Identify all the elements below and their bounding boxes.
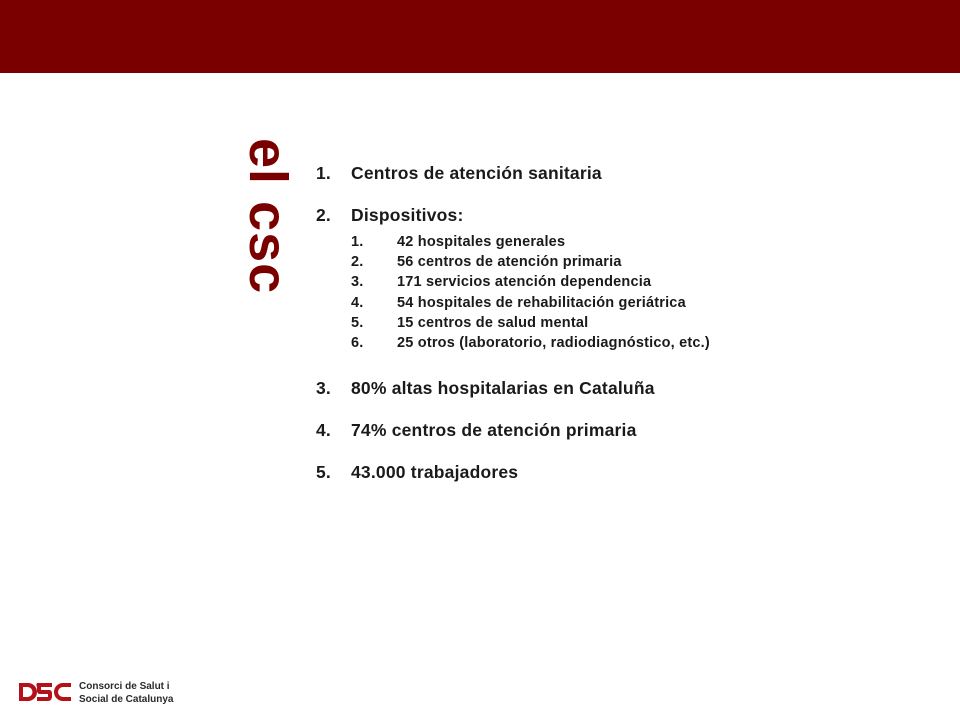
list-item-text: 43.000 trabajadores — [351, 462, 519, 483]
list-item-number: 1. — [316, 163, 331, 183]
sub-item-text: 15 centros de salud mental — [397, 314, 589, 331]
sub-item-text: 42 hospitales generales — [397, 234, 566, 250]
sub-list-item — [351, 272, 916, 292]
sub-item-number: 6. — [351, 335, 364, 352]
sub-list-item — [351, 293, 916, 313]
logo-text — [79, 680, 173, 706]
sub-item-number: 1. — [351, 234, 364, 250]
sub-item-text: 54 hospitales de rehabilitación geriátrica — [397, 294, 686, 311]
sub-list-item — [351, 333, 916, 353]
sub-list — [351, 232, 916, 353]
sub-item-number: 2. — [351, 254, 364, 271]
list-item-text: Dispositivos: — [351, 205, 464, 225]
sub-list-item — [351, 232, 916, 252]
vertical-title-text: el csc — [238, 138, 298, 295]
sub-list-item — [351, 313, 916, 333]
list-item-number: 2. — [316, 205, 331, 225]
list-item-number: 5. — [316, 462, 331, 483]
list-item — [316, 160, 916, 186]
list-item-text: 80% altas hospitalarias en Cataluña — [351, 378, 655, 399]
logo-text-line1: Consorci de Salut i — [79, 681, 170, 692]
sub-item-number: 5. — [351, 314, 364, 331]
list-item — [316, 375, 916, 401]
list-item-text: 74% centros de atención primaria — [351, 420, 637, 441]
list-item-text: Centros de atención sanitaria — [351, 163, 602, 183]
sub-list-item — [351, 252, 916, 272]
list-item — [316, 459, 916, 485]
sub-item-text: 25 otros (laboratorio, radiodiagnóstico, etc.) — [397, 335, 710, 352]
list-item — [316, 417, 916, 443]
header-band — [0, 0, 960, 73]
list-item-number: 3. — [316, 378, 331, 399]
logo-text-line2: Social de Catalunya — [79, 694, 174, 705]
sub-item-text: 56 centros de atención primaria — [397, 254, 622, 271]
sub-item-number: 3. — [351, 274, 364, 291]
list-item — [316, 202, 916, 353]
csc-logo — [19, 676, 179, 710]
sub-item-number: 4. — [351, 294, 364, 311]
sub-item-text: 171 servicios atención dependencia — [397, 274, 652, 291]
vertical-title — [238, 138, 298, 298]
list-item-number: 4. — [316, 420, 331, 441]
csc-logo-icon — [19, 681, 71, 703]
outline-list — [316, 160, 916, 485]
